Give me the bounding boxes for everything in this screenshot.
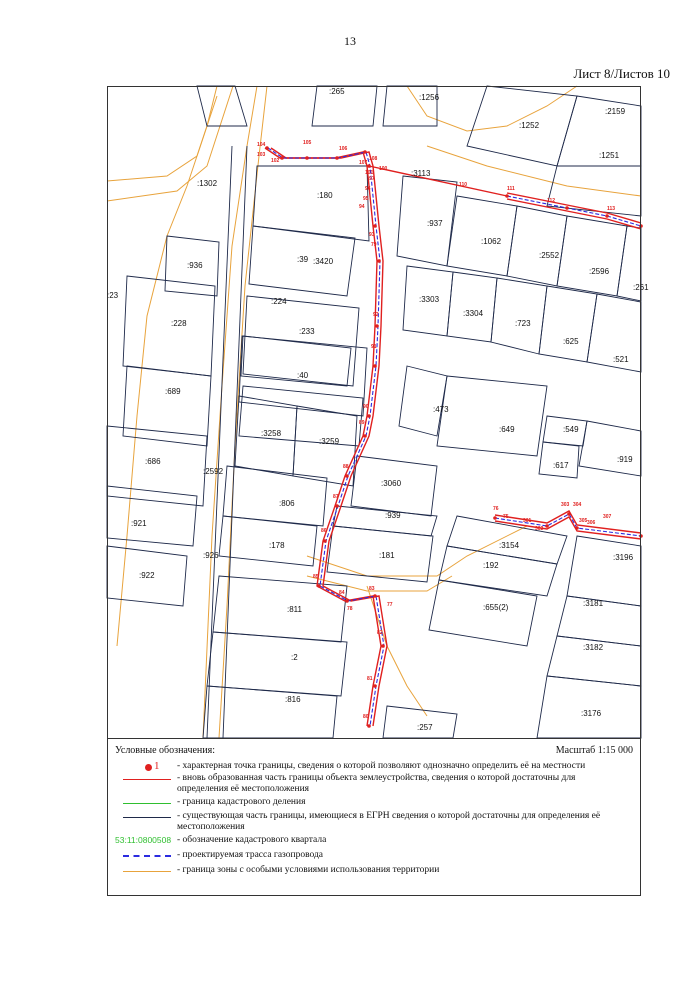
parcel-label: :39: [297, 255, 309, 264]
parcel-label: :919: [617, 455, 633, 464]
point-number-label: 304: [573, 502, 582, 508]
point-number-label: 92: [373, 312, 379, 318]
parcel-label: :1256: [419, 93, 440, 102]
point-number-label: 301: [523, 518, 532, 524]
parcel-label: :921: [131, 519, 147, 528]
legend-text-new-boundary: - вновь образованная часть границы объекта землеустройства, сведения о которой достаточны для определения её местоположения: [177, 773, 576, 794]
parcel-label: :816: [285, 695, 301, 704]
parcel-label: :3182: [583, 643, 604, 652]
parcel-label: :3259: [319, 437, 340, 446]
parcel-label: :937: [427, 219, 443, 228]
point-symbol-label: 1: [154, 760, 160, 772]
parcel-label: :224: [271, 297, 287, 306]
parcel-label: :3196: [613, 553, 634, 562]
point-number-label: 83: [369, 586, 375, 592]
point-number-label: 75: [503, 514, 509, 520]
point-number-label: 93: [369, 232, 375, 238]
parcel-label: :178: [269, 541, 285, 550]
parcel-label: :233: [299, 327, 315, 336]
point-number-label: 112: [547, 198, 556, 204]
map-frame: [107, 86, 641, 896]
quarter-code: 53:11:0800508: [115, 835, 172, 845]
parcel-label: :811: [287, 605, 302, 614]
parcel-label: :3060: [381, 479, 402, 488]
legend-text-gas: - проектируемая трасса газопровода: [177, 850, 324, 860]
parcel-label: :806: [279, 499, 295, 508]
parcel-label: :473: [433, 405, 449, 414]
parcel-label: :180: [317, 191, 333, 200]
point-number-label: 105: [303, 140, 312, 146]
point-number-label: 106: [339, 146, 348, 152]
point-number-label: 100: [379, 166, 388, 172]
point-number-label: 85: [313, 574, 319, 580]
point-number-label: 84: [339, 590, 345, 596]
parcel-label: :1251: [599, 151, 620, 160]
point-number-label: 76: [493, 506, 499, 512]
parcel-label: :192: [483, 561, 499, 570]
parcel-label: :2552: [539, 251, 560, 260]
parcel-label: :686: [145, 457, 161, 466]
parcel-label: :617: [553, 461, 569, 470]
parcel-label: :257: [417, 723, 433, 732]
legend-text-zone: - граница зоны с особыми условиями использования территории: [177, 865, 440, 875]
point-number-label: 81: [367, 676, 373, 682]
parcel-label: :2: [291, 653, 298, 662]
parcel-label: :228: [171, 319, 187, 328]
point-number-label: 110: [459, 182, 468, 188]
parcel-label: :521: [613, 355, 629, 364]
parcel-label: :2592: [203, 467, 224, 476]
point-number-label: 97: [369, 176, 375, 182]
point-number-label: 87: [333, 494, 339, 500]
parcel-label: :689: [165, 387, 181, 396]
parcel-label: :265: [329, 87, 345, 96]
point-number-label: 111: [507, 186, 515, 192]
legend-text-quarter: - обозначение кадастрового квартала: [177, 835, 327, 845]
point-number-label: 88: [343, 464, 349, 470]
parcel-label: :649: [499, 425, 515, 434]
parcel-label: :2159: [605, 107, 626, 116]
parcel-label: :40: [297, 371, 309, 380]
legend-text-cadastral: - граница кадастрового деления: [177, 797, 306, 807]
point-number-label: 90: [363, 404, 369, 410]
point-number-label: 96: [365, 186, 371, 192]
parcel-label: :3176: [581, 709, 602, 718]
parcel-label: :1062: [481, 237, 502, 246]
point-number-label: 307: [603, 514, 612, 520]
point-number-label: 95: [363, 196, 369, 202]
parcel-label: :3181: [583, 599, 604, 608]
parcel-label: :936: [187, 261, 203, 270]
point-number-label: 305: [579, 518, 588, 524]
parcel-label: :23: [107, 291, 119, 300]
point-number-label: 79: [371, 242, 377, 248]
point-number-label: 102: [271, 158, 280, 164]
parcel-label: :939: [385, 511, 401, 520]
map-scale: Масштаб 1:15 000: [555, 745, 633, 756]
point-number-label: 107: [359, 160, 368, 166]
point-number-label: 94: [359, 204, 365, 210]
page-number: 13: [344, 34, 356, 48]
point-number-label: 80: [363, 714, 369, 720]
parcel-label: :3420: [313, 257, 334, 266]
point-number-label: 86: [321, 528, 327, 534]
parcel-label: :3154: [499, 541, 520, 550]
point-number-label: 89: [359, 420, 365, 426]
point-number-label: 306: [587, 520, 596, 526]
parcel-label: :922: [139, 571, 155, 580]
point-number-label: 113: [607, 206, 616, 212]
legend-text-point: - характерная точка границы, сведения о которой позволяют однозначно определить её на местности: [177, 761, 586, 771]
parcel-label: :655(2): [483, 603, 509, 612]
parcel-label: :926: [203, 551, 219, 560]
point-number-label: 82: [377, 630, 383, 636]
parcel-label: :723: [515, 319, 531, 328]
parcel-label: :1302: [197, 179, 218, 188]
parcel-label: :3304: [463, 309, 484, 318]
parcel-label: :3113: [411, 169, 431, 178]
point-number-label: 303: [561, 502, 570, 508]
parcel-label: :261: [633, 283, 649, 292]
point-number-label: 77: [387, 602, 393, 608]
point-number-label: 78: [347, 606, 353, 612]
parcel-label: :2596: [589, 267, 610, 276]
parcel-label: :1252: [519, 121, 540, 130]
point-number-label: 104: [257, 142, 266, 148]
point-number-label: 302: [535, 526, 544, 532]
parcel-label: :549: [563, 425, 579, 434]
parcel-label: :3303: [419, 295, 440, 304]
legend-title: Условные обозначения:: [115, 745, 216, 756]
parcel-label: :3258: [261, 429, 282, 438]
point-number-label: 101: [365, 170, 374, 176]
point-number-label: 91: [371, 344, 377, 350]
point-number-label: 108: [369, 156, 378, 162]
point-number-label: 103: [257, 152, 266, 158]
legend-text-existing: - существующая часть границы, имеющиеся в ЕГРН сведения о которой достаточны для определения её местоположения: [177, 811, 601, 832]
parcel-label: :625: [563, 337, 579, 346]
parcel-label: :181: [379, 551, 395, 560]
sheet-label: Лист 8/Листов 10: [573, 66, 670, 81]
